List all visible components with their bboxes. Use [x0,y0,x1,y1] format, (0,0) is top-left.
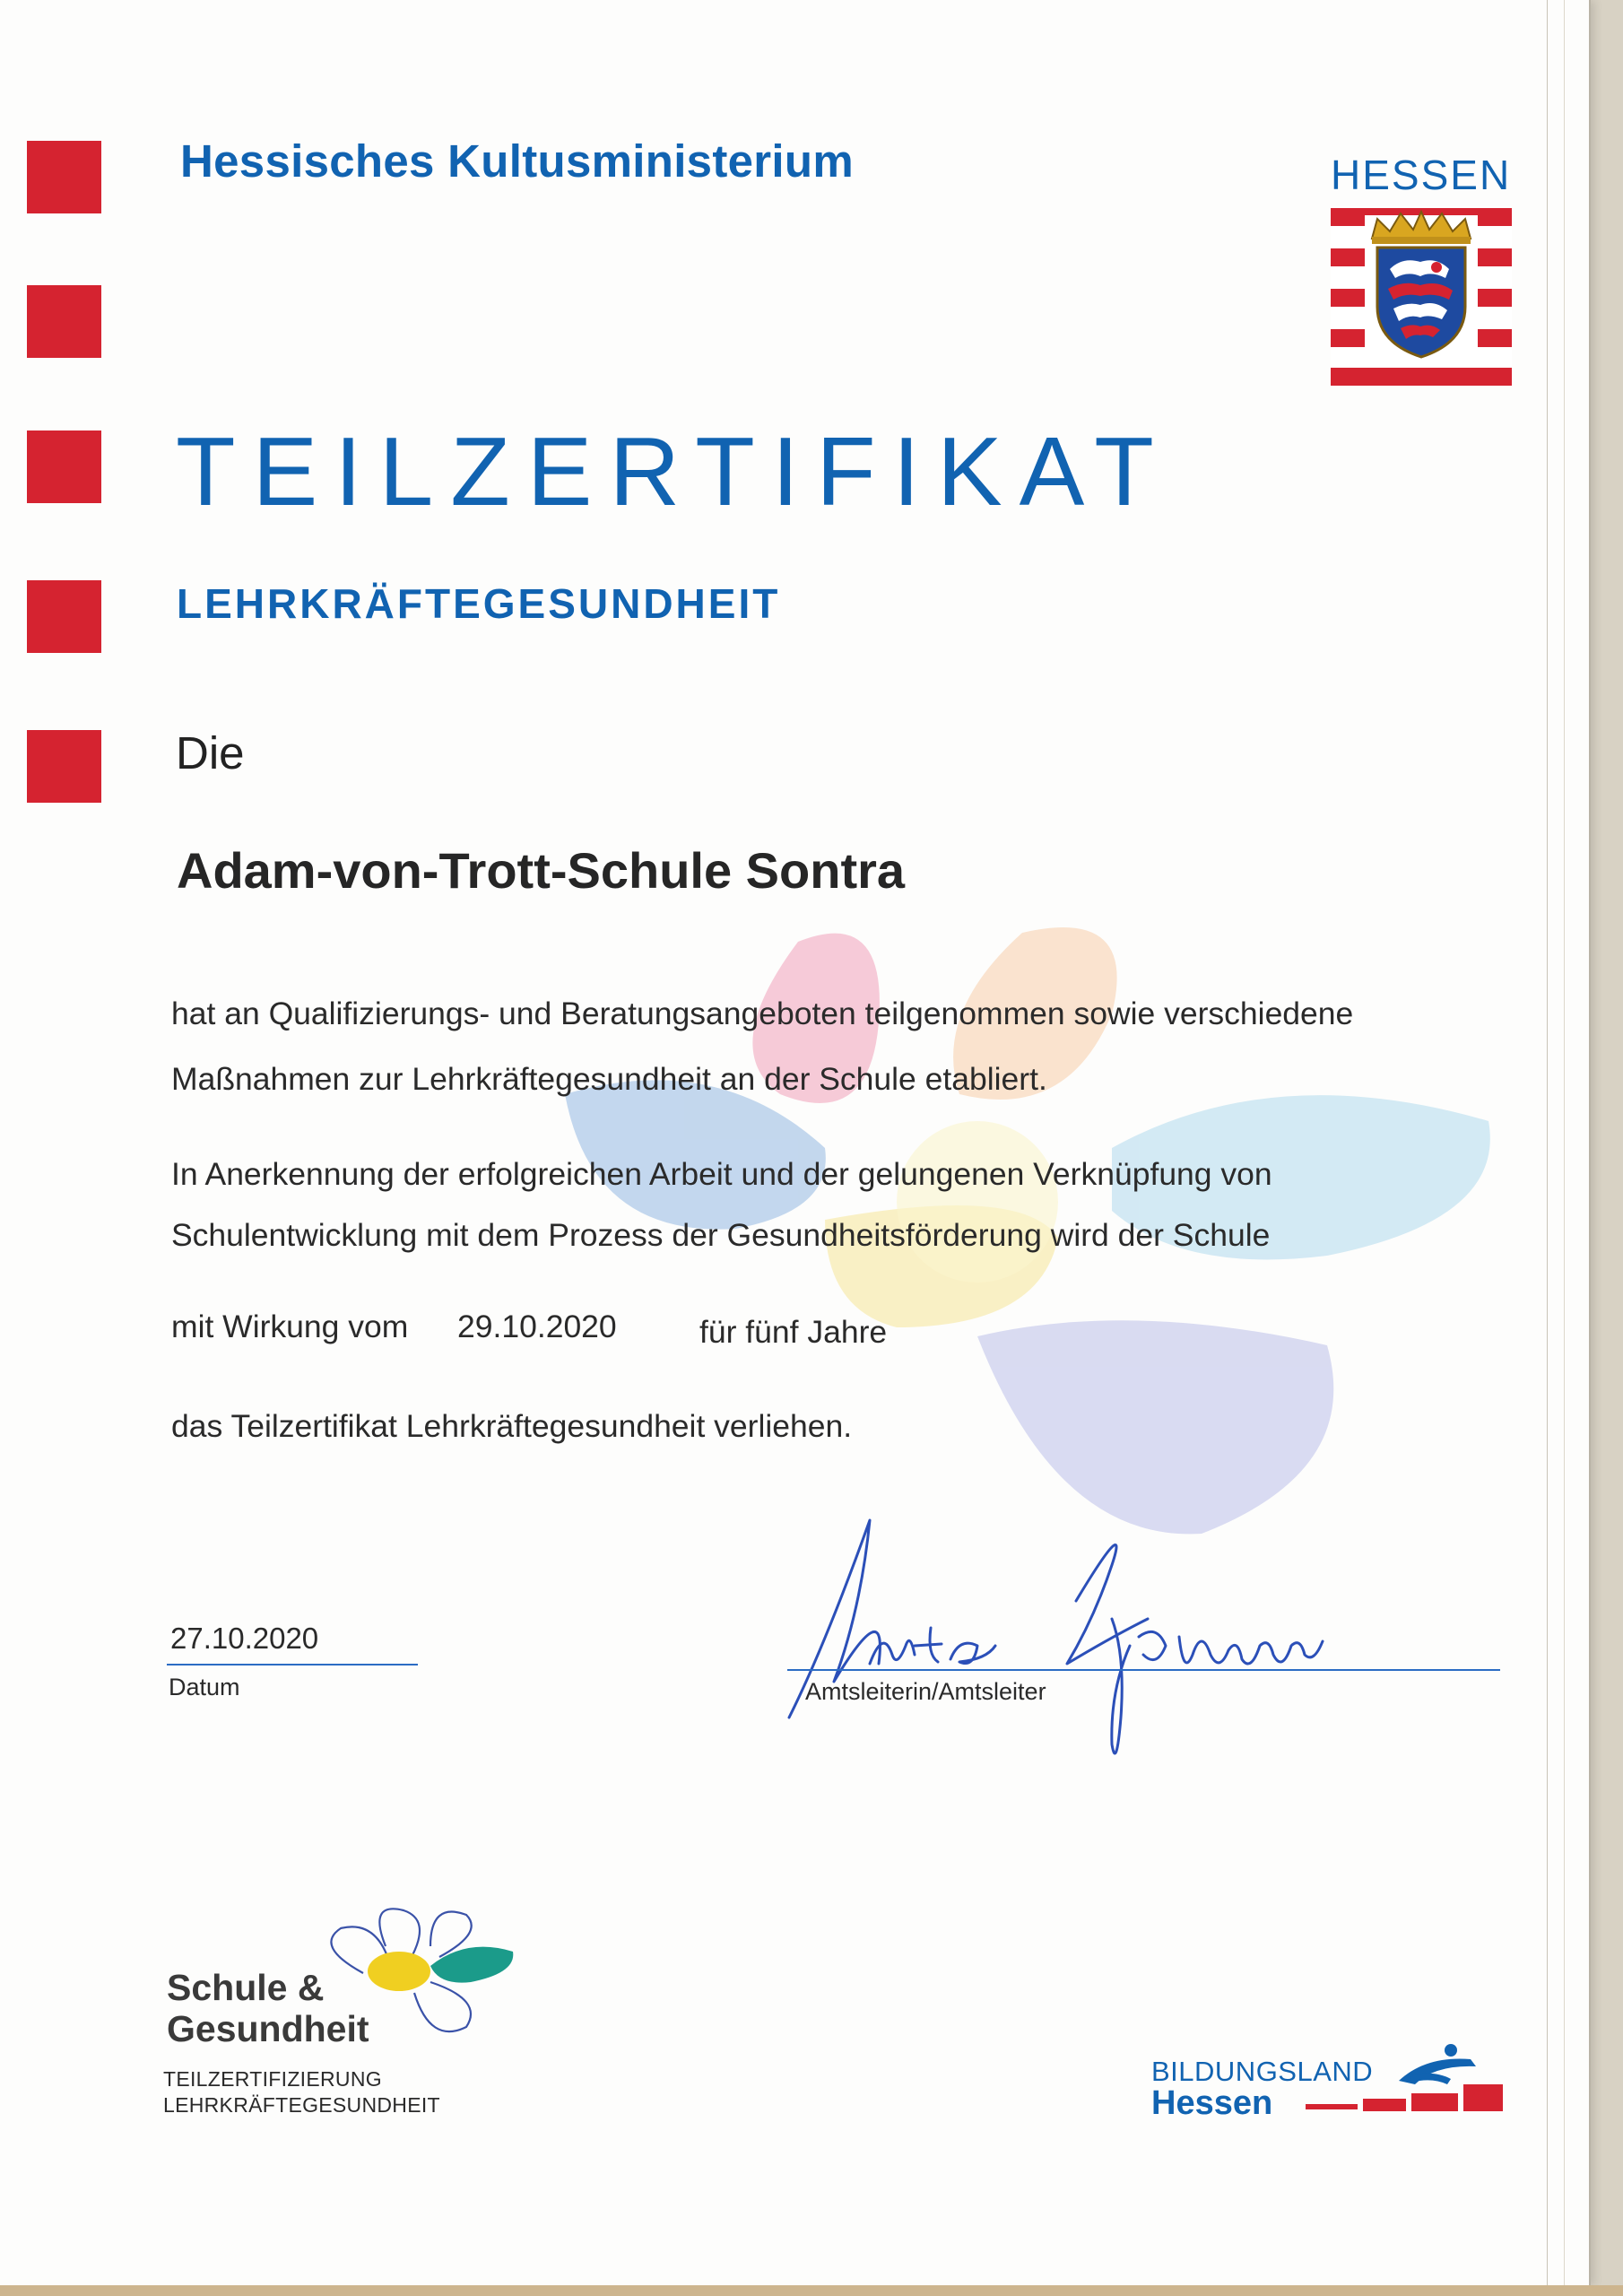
program-caption-line1: TEILZERTIFIZIERUNG [163,2067,382,2091]
program-logo-line2: Gesundheit [167,2008,369,2049]
intro-text: Die [176,727,245,778]
bildungsland-line2: Hessen [1151,2084,1273,2122]
handwritten-signature-icon [771,1511,1363,1780]
certificate-subtitle: LEHRKRÄFTEGESUNDHEIT [177,580,781,627]
signature-underline [787,1669,1500,1671]
bildungsland-line1: BILDUNGSLAND [1151,2056,1374,2087]
program-caption-line2: LEHRKRÄFTEGESUNDHEIT [163,2093,440,2117]
body-line: In Anerkennung der erfolgreichen Arbeit und der gelungenen Verknüpfung von [171,1156,1272,1192]
closing-text: das Teilzertifikat Lehrkräftegesundheit verliehen. [171,1408,853,1444]
signer-role-label: Amtsleiterin/Amtsleiter [805,1678,1046,1705]
effective-duration: für fünf Jahre [699,1314,888,1350]
scan-border [0,2285,1623,2296]
bildungsland-runner-icon [1300,2043,1506,2115]
body-line: Maßnahmen zur Lehrkräftegesundheit an der Schule etabliert. [171,1061,1047,1097]
hessen-logo-word: HESSEN [1331,152,1512,198]
program-logo-line1: Schule & [167,1967,325,2008]
issue-date: 27.10.2020 [170,1622,319,1655]
effective-prefix: mit Wirkung vom [171,1309,409,1344]
certificate-title: TEILZERTIFIKAT [176,417,1171,526]
body-line: hat an Qualifizierungs- und Beratungsangeboten teilgenommen sowie verschiedene [171,996,1354,1031]
red-square-decoration [27,285,101,358]
date-label: Datum [169,1674,240,1700]
date-underline [167,1664,418,1665]
body-line: Schulentwicklung mit dem Prozess der Gesundheitsförderung wird der Schule [171,1217,1271,1253]
red-square-decoration [27,430,101,503]
effective-date: 29.10.2020 [457,1309,617,1344]
school-name: Adam-von-Trott-Schule Sontra [177,842,906,899]
red-square-decoration [27,580,101,653]
red-square-decoration [27,730,101,803]
page-edge [1564,0,1565,2285]
ministry-name: Hessisches Kultusministerium [180,135,854,187]
red-square-decoration [27,141,101,213]
hessen-lion-coat-of-arms-icon [1331,206,1512,386]
page-edge [1547,0,1548,2285]
